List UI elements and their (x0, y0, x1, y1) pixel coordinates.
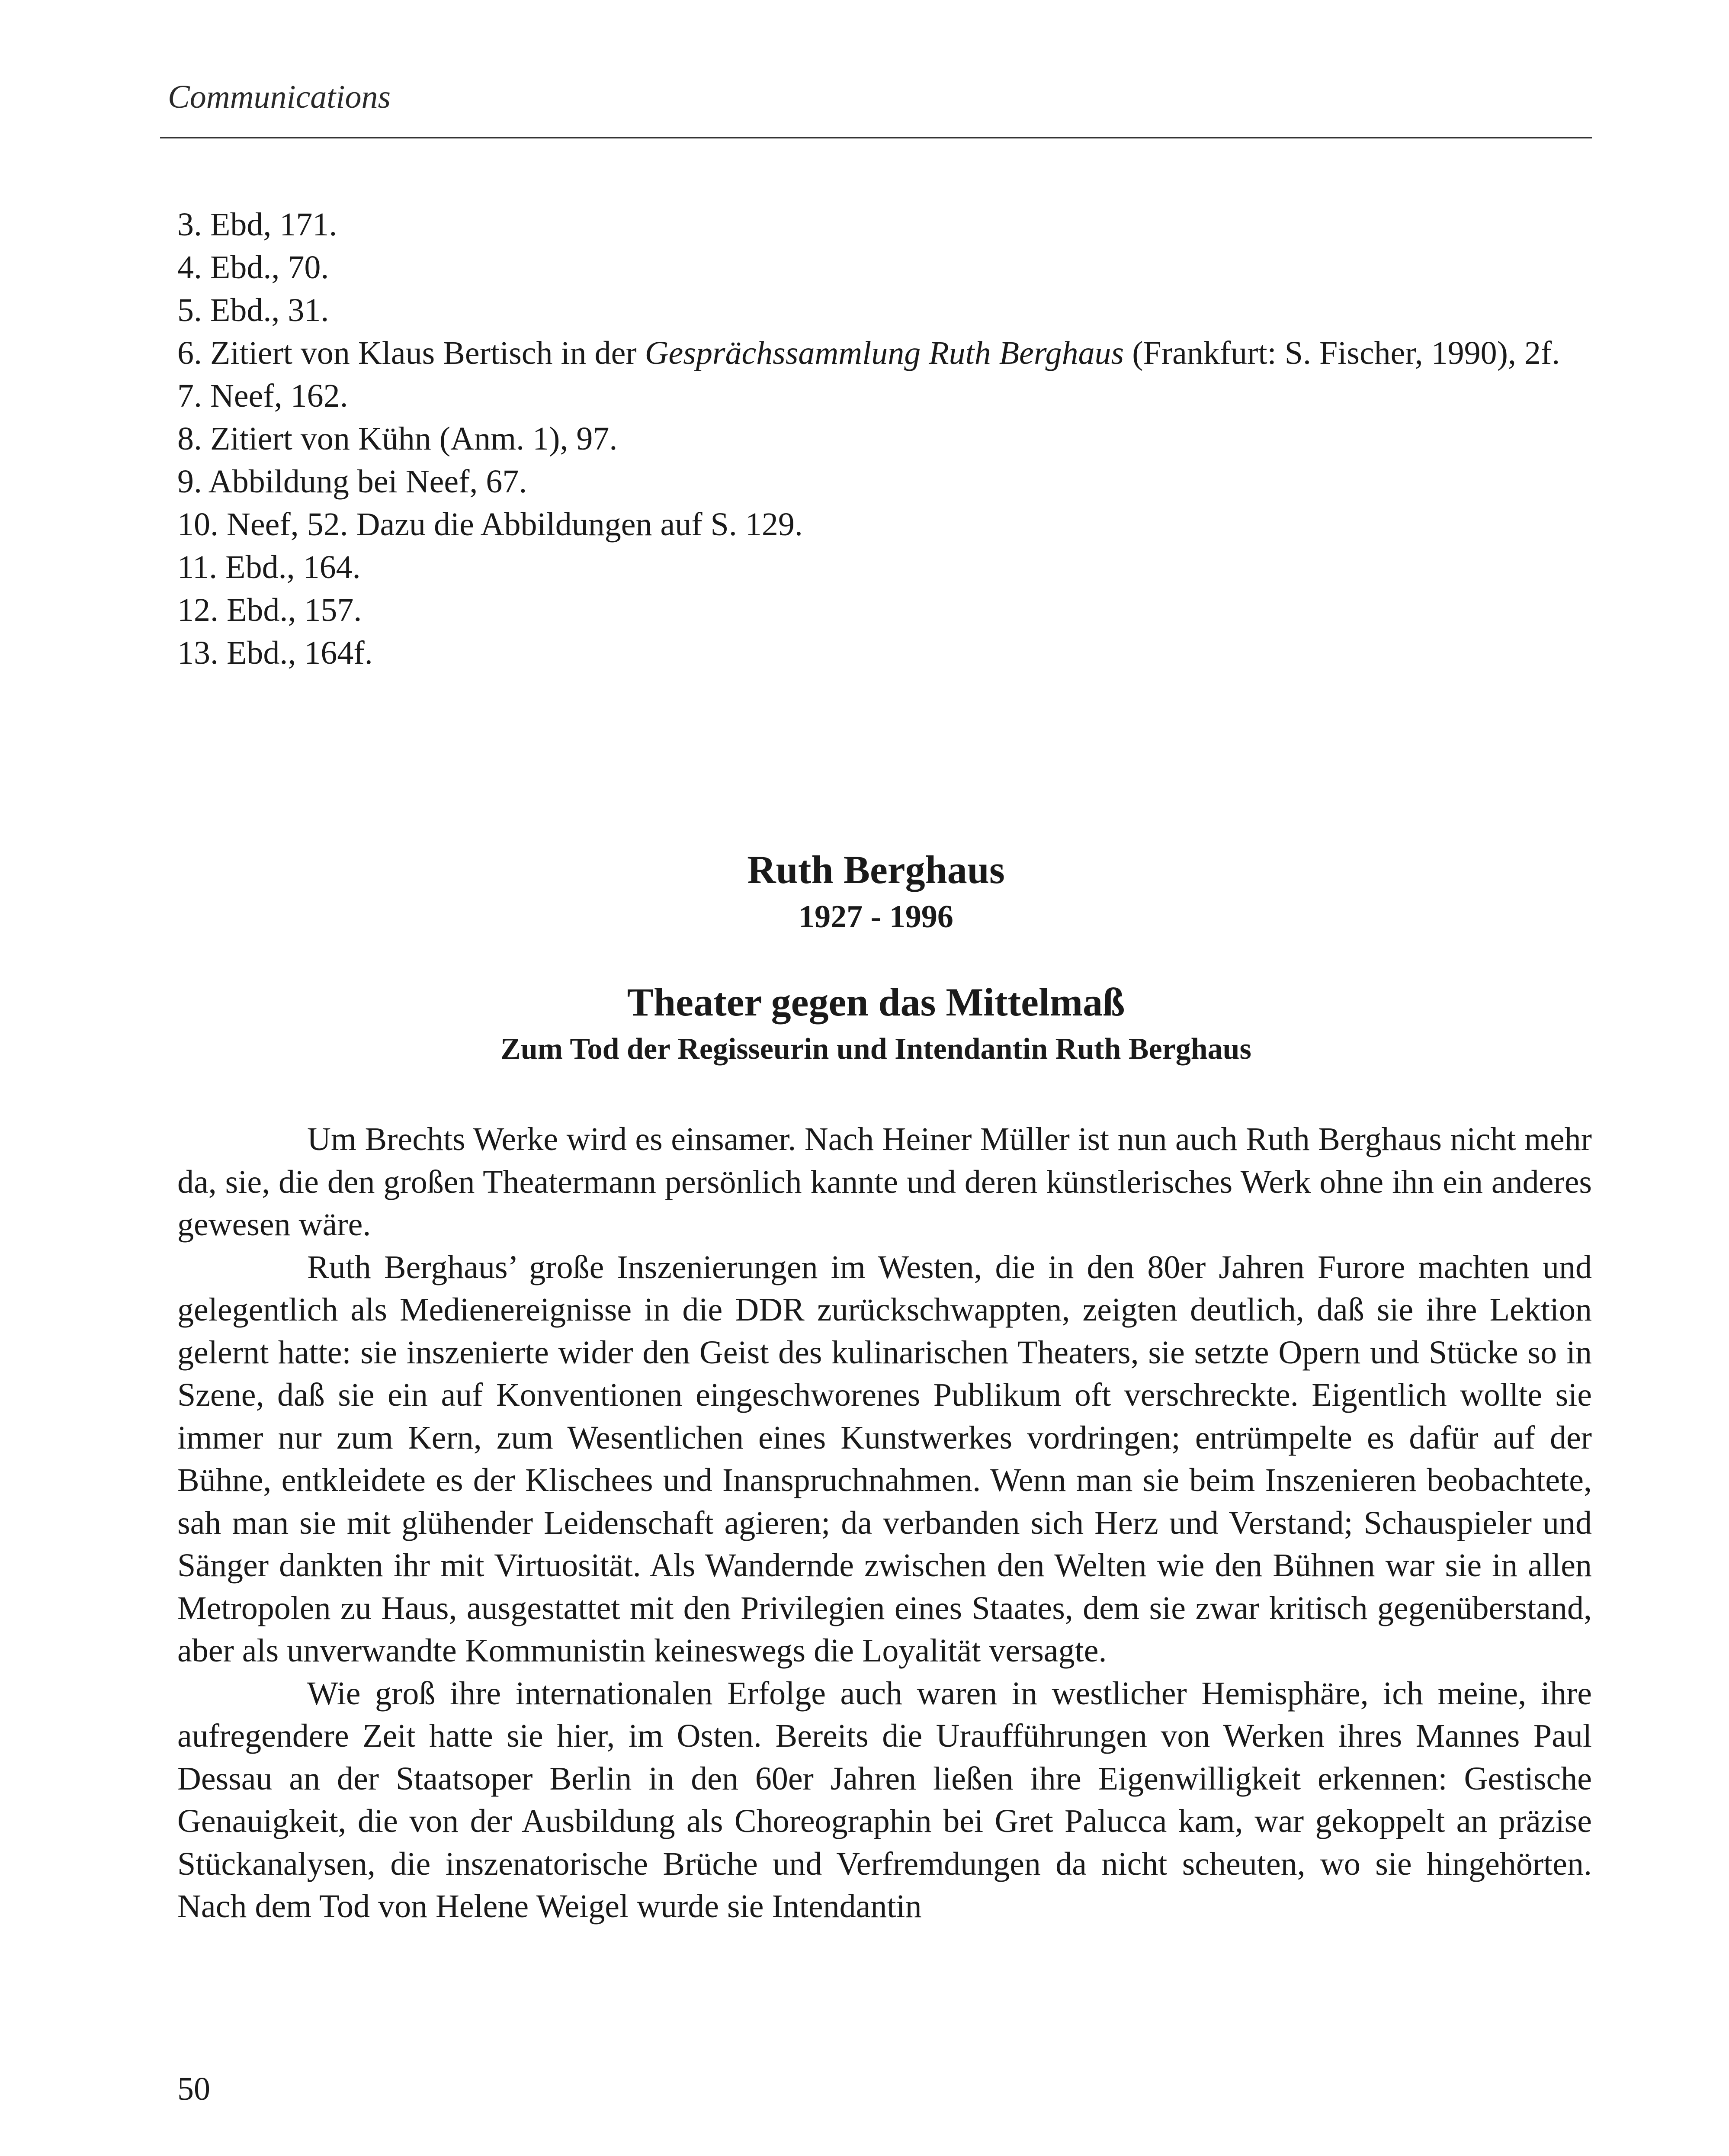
endnote-6-tail: (Frankfurt: S. Fischer, 1990), 2f. (1124, 335, 1560, 371)
endnotes-list (177, 203, 1592, 675)
endnote-10: 10. Neef, 52. Dazu die Abbildungen auf S. 129. (177, 506, 803, 543)
endnote-4: 4. Ebd., 70. (177, 249, 329, 286)
article-body (177, 1118, 1592, 1928)
endnote-8: 8. Zitiert von Kühn (Anm. 1), 97. (177, 421, 618, 457)
endnote-5: 5. Ebd., 31. (177, 292, 329, 328)
body-paragraph: Wie groß ihre internationalen Erfolge auch waren in westlicher Hemisphäre, ich meine, ihre aufregendere Zeit hatte sie hier, im Osten. Bereits die Uraufführungen von Werken ihres Mannes Paul Dessau an der Staatsoper Berlin in den 60er Jahren ließen ihre Eigenwilligkeit erkennen: Gestische Genauigkeit, die von der Ausbildung als Choreographin bei Gret Palucca kam, war gekoppelt an präzise Stückanalysen, die inszenatorische Brüche und Verfremdungen da nicht scheuten, wo sie hingehörten. Nach dem Tod von Helene Weigel wurde sie Intendantin (177, 1675, 1592, 1925)
endnote-3: 3. Ebd, 171. (177, 206, 337, 243)
body-paragraph: Um Brechts Werke wird es einsamer. Nach Heiner Müller ist nun auch Ruth Berghaus nicht mehr da, sie, die den großen Theatermann persönlich kannte und deren künstlerisches Werk ohne ihn ein anderes gewesen wäre. (177, 1121, 1592, 1243)
endnote-11: 11. Ebd., 164. (177, 549, 361, 585)
body-paragraph: Ruth Berghaus’ große Inszenierungen im Westen, die in den 80er Jahren Furore machten und gelegentlich als Medienereignisse in die DDR zurückschwappten, zeigten deutlich, daß sie ihre Lektion gelernt hatte: sie inszenierte wider den Geist des kulinarischen Theaters, sie setzte Opern und Stücke so in Szene, daß sie ein auf Konventionen eingeschworenes Publikum oft verschreckte. Eigentlich wollte sie immer nur zum Kern, zum Wesentlichen eines Kunstwerkes vordringen; entrümpelte es dafür auf der Bühne, entkleidete es der Klischees und Inanspruchnahmen. Wenn man sie beim Inszenieren beobachtete, sah man sie mit glühender Leidenschaft agieren; da verbanden sich Herz und Verstand; Schauspieler und Sänger dankten ihr mit Virtuosität. Als Wandernde zwischen den Welten wie den Bühnen war sie in allen Metropolen zu Haus, ausgestattet mit den Privilegien eines Staates, dem sie zwar kritisch gegenüberstand, aber als unverwandte Kommunistin keineswegs die Loyalität versagte. (177, 1249, 1592, 1669)
endnote-13: 13. Ebd., 164f. (177, 635, 373, 671)
page-number: 50 (177, 2071, 210, 2107)
endnote-6 (177, 332, 1592, 375)
endnote-6-lead: 6. Zitiert von Klaus Bertisch in der (177, 335, 645, 371)
running-header-title: Communications (168, 79, 391, 115)
endnote-7: 7. Neef, 162. (177, 378, 348, 414)
article-title-block (160, 846, 1592, 1069)
endnote-6-book-title: Gesprächssammlung Ruth Berghaus (645, 335, 1124, 371)
article-subtitle: Zum Tod der Regisseurin und Intendantin Ruth Berghaus (500, 1032, 1251, 1066)
endnote-12: 12. Ebd., 157. (177, 592, 362, 628)
obituary-name: Ruth Berghaus (747, 848, 1005, 892)
endnote-9: 9. Abbildung bei Neef, 67. (177, 463, 527, 500)
article-title: Theater gegen das Mittelmaß (627, 980, 1125, 1024)
obituary-years: 1927 - 1996 (799, 899, 953, 935)
running-header (160, 73, 1592, 138)
